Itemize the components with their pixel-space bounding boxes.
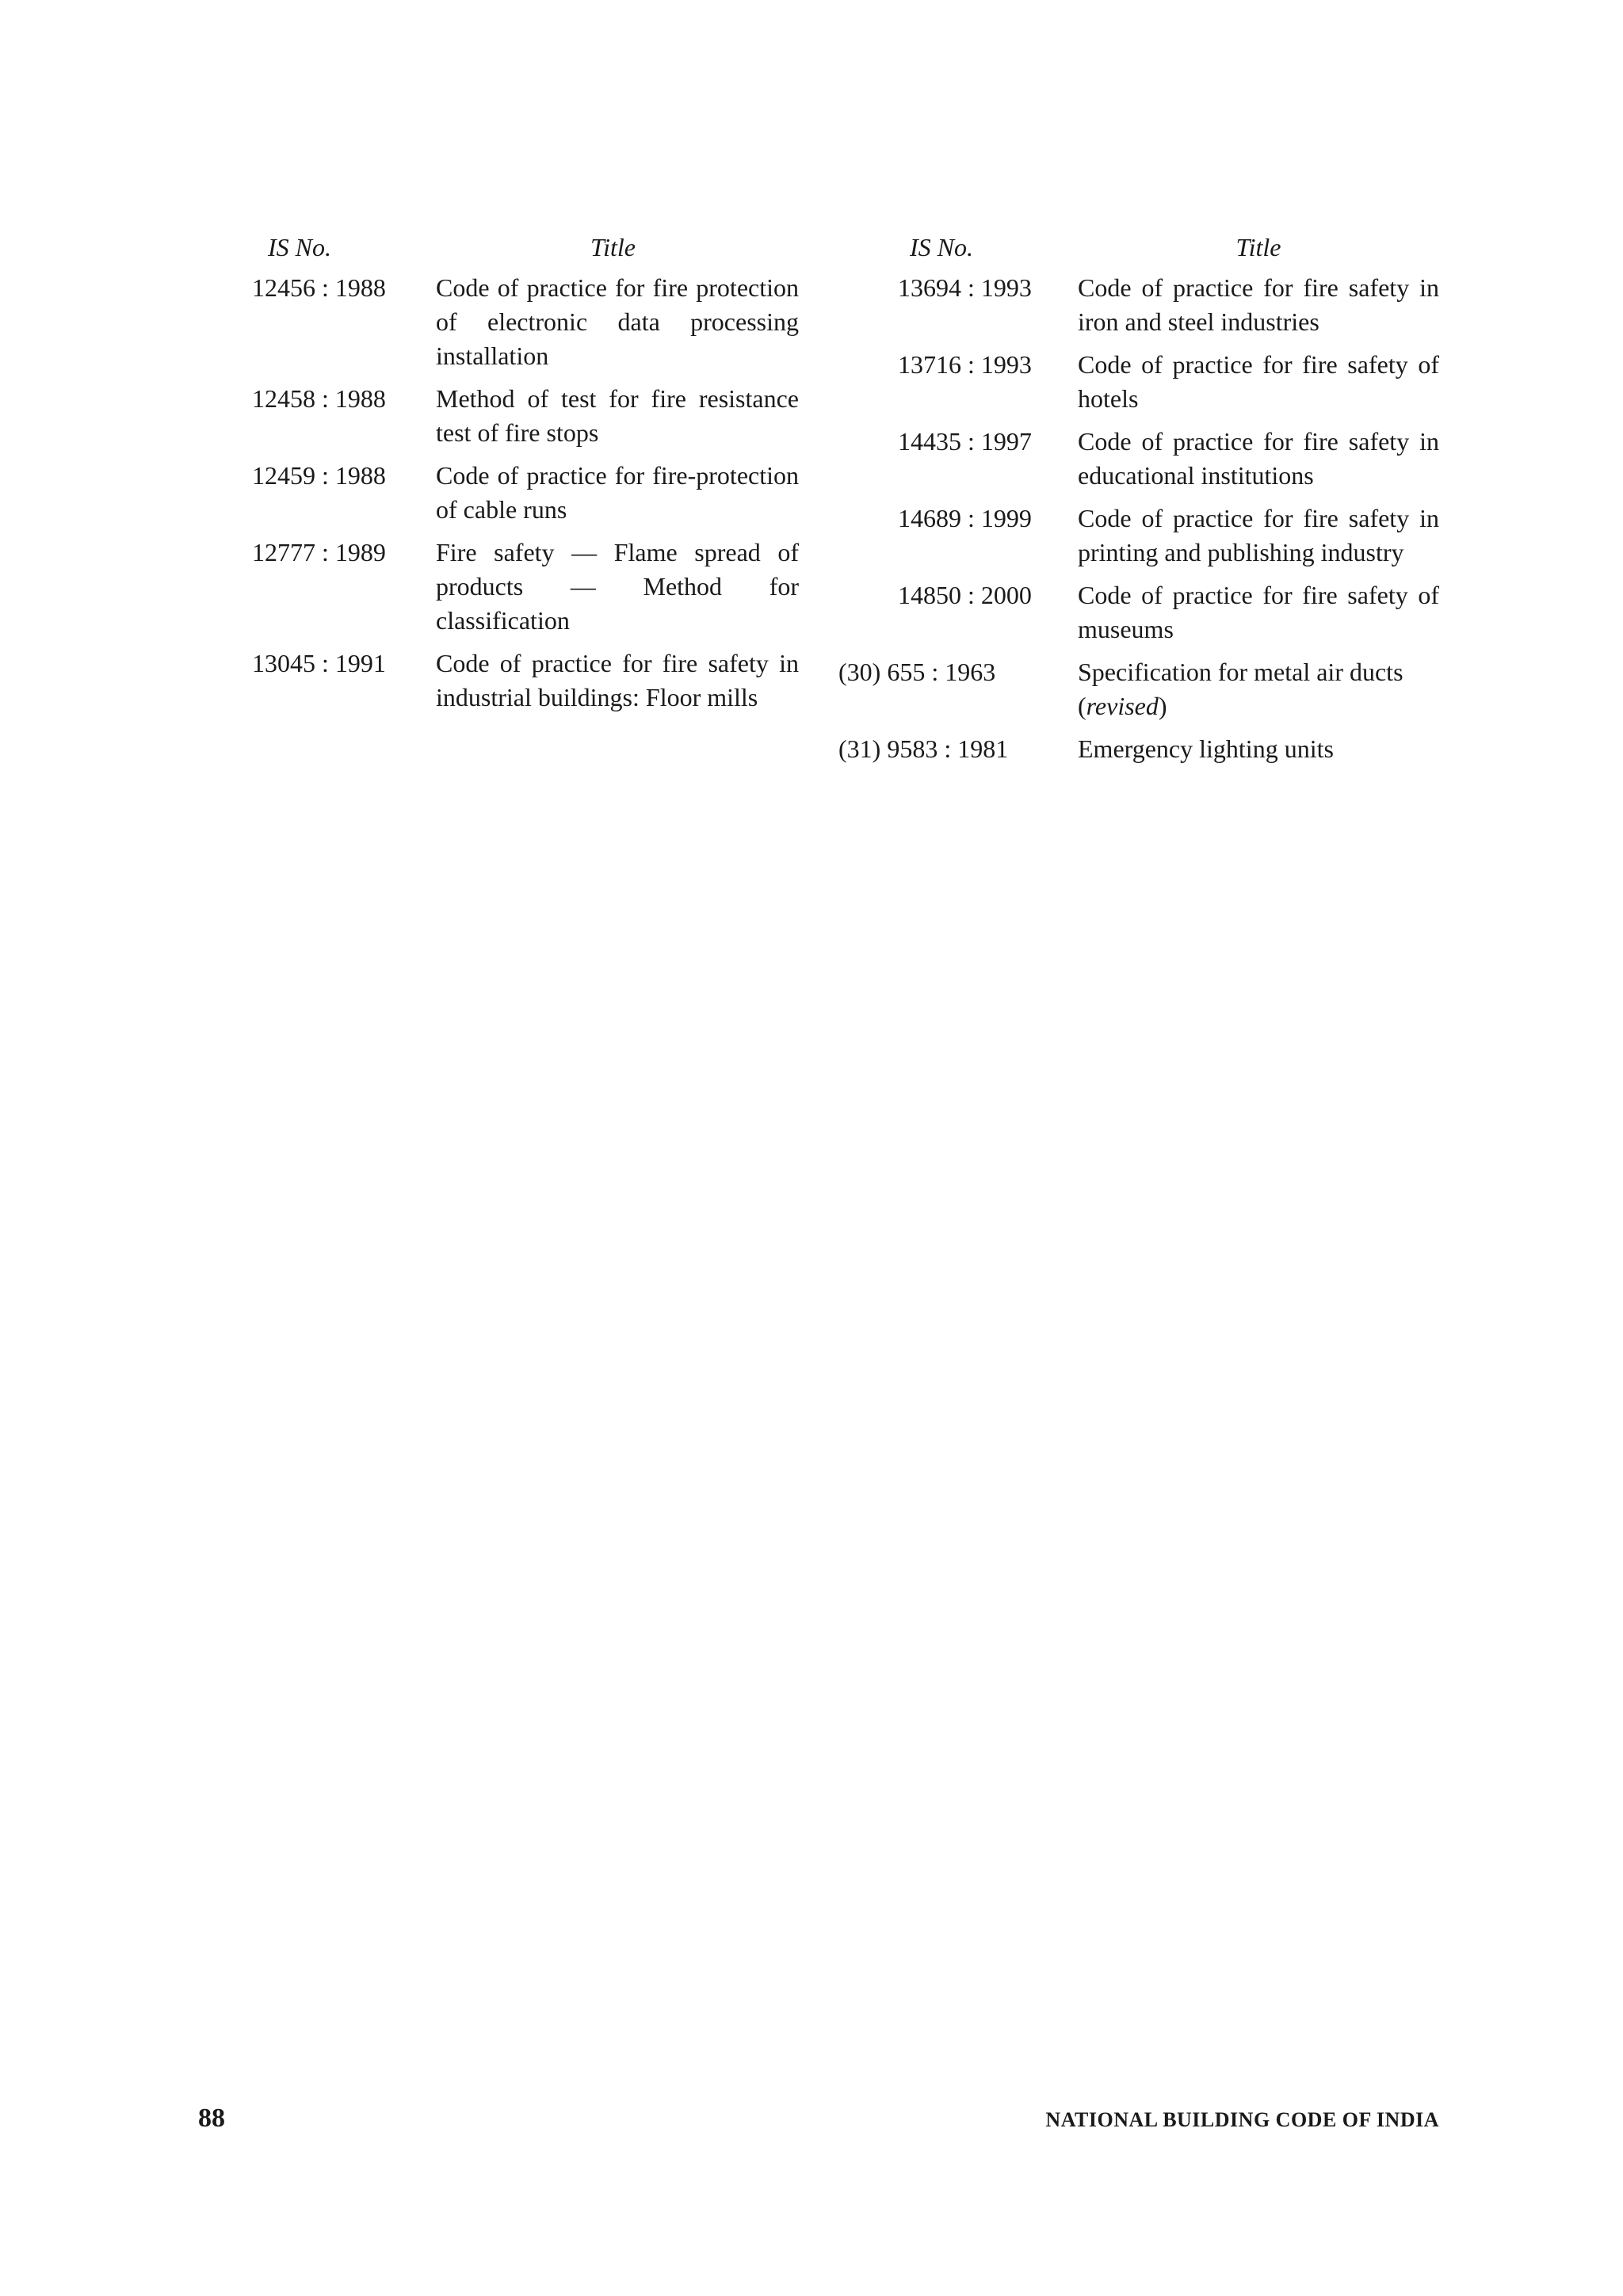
standard-title: Method of test for fire resistance test of fire stops [436,384,799,447]
table-row [252,271,799,373]
is-number: 12459 : 1988 [252,461,386,490]
table-row [838,348,1439,416]
is-number: 14850 : 2000 [898,581,1032,609]
table-row [252,382,799,450]
table-row [838,655,1439,723]
entry-list [838,271,1439,766]
running-title: NATIONAL BUILDING CODE OF INDIA [1045,2108,1439,2131]
standard-title: Specification for metal air ducts (revised) [1078,658,1403,720]
is-number: 12456 : 1988 [252,273,386,302]
is-number: 13716 : 1993 [898,350,1032,379]
header-is-no: IS No. [268,233,331,261]
entry-list [252,271,799,715]
header-title: Title [590,233,636,261]
header-is-no: IS No. [910,233,973,261]
standard-title: Code of practice for fire safety of museums [1078,581,1439,643]
is-number: 13045 : 1991 [252,649,386,677]
header-title: Title [1235,233,1281,261]
revised-note: revised [1086,692,1159,720]
is-number: 12458 : 1988 [252,384,386,413]
is-number: (30) 655 : 1963 [838,658,996,686]
standard-title: Code of practice for fire protection of electronic data processing installation [436,273,799,370]
table-row [838,502,1439,570]
table-row [838,271,1439,339]
is-number: 13694 : 1993 [898,273,1032,302]
standard-title: Code of practice for fire safety of hotels [1078,350,1439,413]
page-footer [198,2103,1439,2134]
table-row [252,646,799,715]
is-number: (31) 9583 : 1981 [838,734,1009,763]
left-column [252,228,799,723]
page-number: 88 [198,2103,225,2133]
standard-title: Code of practice for fire safety in iron and steel industries [1078,273,1439,336]
standard-title: Code of practice for fire safety in industrial buildings: Floor mills [436,649,799,711]
standard-title: Code of practice for fire safety in printing and publishing industry [1078,504,1439,566]
table-row [838,578,1439,646]
table-row [838,425,1439,493]
standard-title: Code of practice for fire-protection of cable runs [436,461,799,524]
table-row [252,459,799,527]
standard-title: Emergency lighting units [1078,734,1334,763]
is-number: 14689 : 1999 [898,504,1032,532]
table-header [252,228,790,266]
table-row [252,536,799,638]
right-column [838,228,1439,775]
table-row [838,732,1439,766]
table-header [838,228,1439,266]
standard-title: Code of practice for fire safety in educational institutions [1078,427,1439,490]
standard-title: Fire safety — Flame spread of products — Method for classification [436,538,799,635]
is-number: 12777 : 1989 [252,538,386,566]
standard-title-text: Specification for metal air ducts [1078,658,1403,686]
is-number: 14435 : 1997 [898,427,1032,456]
